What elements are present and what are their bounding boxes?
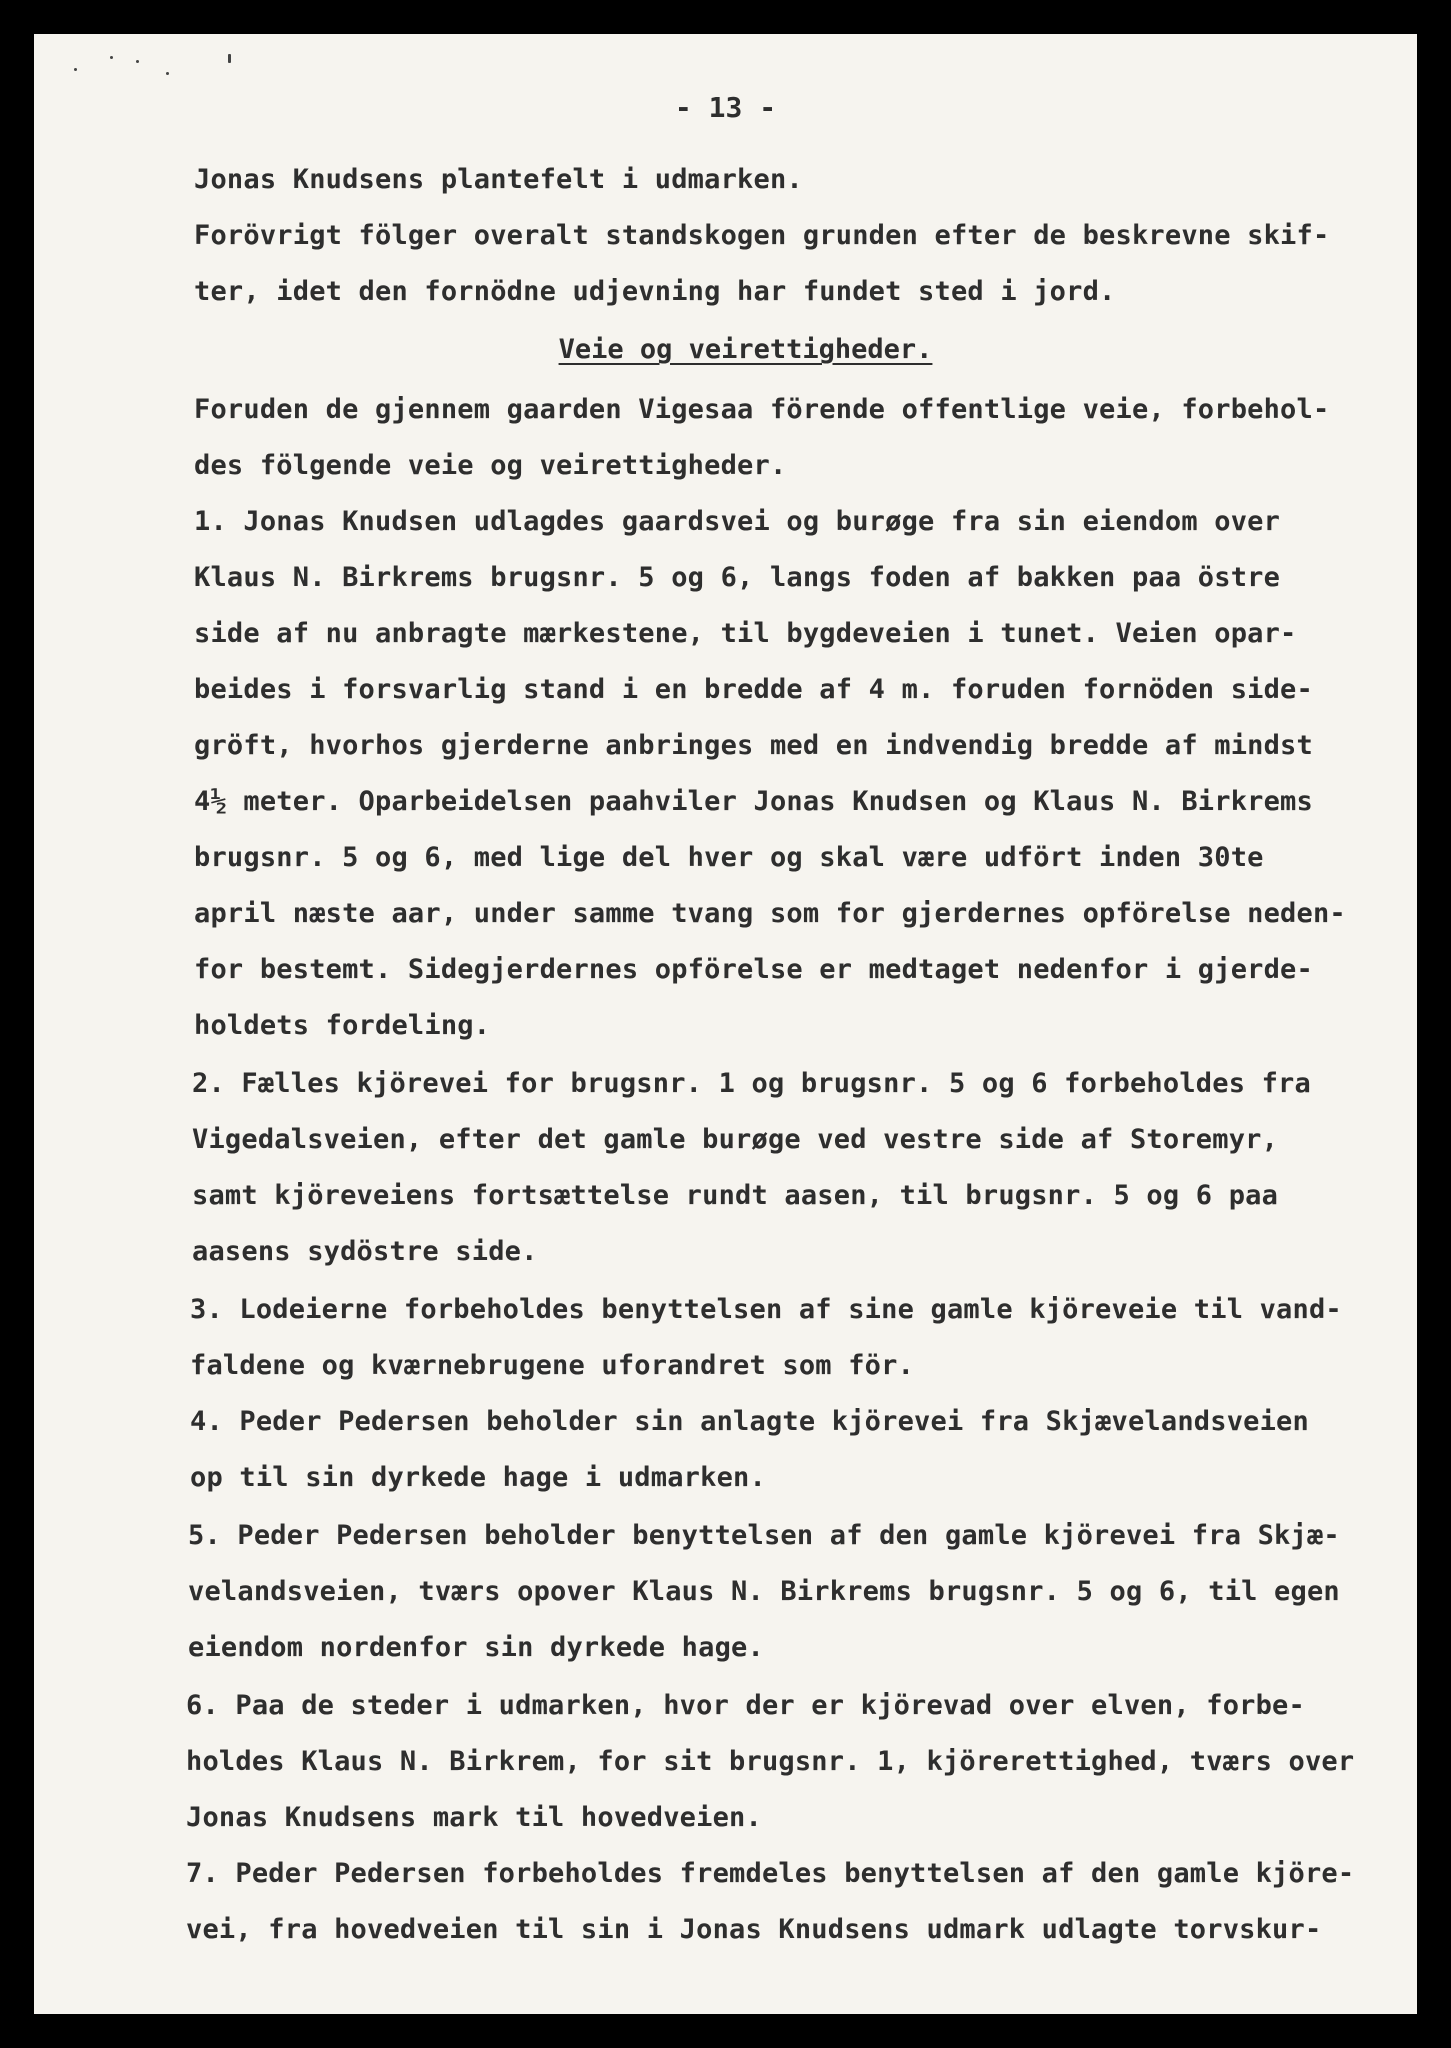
text-line: gröft, hvorhos gjerderne anbringes med en indvendig bredde af mindst <box>194 730 1313 761</box>
section-heading-text: Veie og veirettigheder. <box>558 334 933 365</box>
page-number: - 13 - <box>674 91 777 124</box>
text-line: Jonas Knudsens mark til hovedveien. <box>186 1802 762 1833</box>
text-line: 6. Paa de steder i udmarken, hvor der er kjörevad over elven, forbe- <box>186 1690 1305 1721</box>
text-line: des fölgende veie og veirettigheder. <box>194 450 787 481</box>
text-line: beides i forsvarlig stand i en bredde af 4 m. foruden fornöden side- <box>194 674 1313 705</box>
speck <box>136 60 139 63</box>
text-line: vei, fra hovedveien til sin i Jonas Knudsens udmark udlagte torvskur- <box>186 1914 1322 1945</box>
speck <box>228 54 231 63</box>
text-line: Forövrigt fölger overalt standskogen grunden efter de beskrevne skif- <box>194 220 1330 251</box>
text-line: side af nu anbragte mærkestene, til bygdeveien i tunet. Veien opar- <box>194 618 1297 649</box>
text-line: Vigedalsveien, efter det gamle burøge ved vestre side af Storemyr, <box>192 1124 1279 1155</box>
text-line: 2. Fælles kjörevei for brugsnr. 1 og brugsnr. 5 og 6 forbeholdes fra <box>192 1068 1311 1099</box>
speck <box>110 56 113 59</box>
text-line: 5. Peder Pedersen beholder benyttelsen af den gamle kjörevei fra Skjæ- <box>188 1520 1340 1551</box>
speck <box>74 68 77 71</box>
text-line: samt kjöreveiens fortsættelse rundt aasen, til brugsnr. 5 og 6 paa <box>192 1180 1279 1211</box>
text-line: Jonas Knudsens plantefelt i udmarken. <box>194 164 803 195</box>
section-heading <box>34 330 1417 370</box>
text-line: 4. Peder Pedersen beholder sin anlagte kjörevei fra Skjævelandsveien <box>190 1406 1309 1437</box>
text-line: eiendom nordenfor sin dyrkede hage. <box>188 1632 764 1663</box>
document-page <box>34 34 1417 2014</box>
text-line: holdes Klaus N. Birkrem, for sit brugsnr. 1, kjörerettighed, tværs over <box>186 1746 1355 1777</box>
speck <box>166 72 169 75</box>
text-line: brugsnr. 5 og 6, med lige del hver og skal være udfört inden 30te <box>194 842 1264 873</box>
text-line: 3. Lodeierne forbeholdes benyttelsen af sine gamle kjöreveie til vand- <box>190 1294 1342 1325</box>
text-line: op til sin dyrkede hage i udmarken. <box>190 1462 766 1493</box>
text-line: holdets fordeling. <box>194 1010 491 1041</box>
text-line: april næste aar, under samme tvang som for gjerdernes opförelse neden- <box>194 898 1346 929</box>
text-line: faldene og kværnebrugene uforandret som för. <box>190 1350 915 1381</box>
text-line: velandsveien, tværs opover Klaus N. Birkrems brugsnr. 5 og 6, til egen <box>188 1576 1340 1607</box>
text-line: 4½ meter. Oparbeidelsen paahviler Jonas Knudsen og Klaus N. Birkrems <box>194 786 1313 817</box>
text-line: Foruden de gjennem gaarden Vigesaa förende offentlige veie, forbehol- <box>194 394 1330 425</box>
text-line: for bestemt. Sidegjerdernes opförelse er medtaget nedenfor i gjerde- <box>194 954 1313 985</box>
text-line: Klaus N. Birkrems brugsnr. 5 og 6, langs foden af bakken paa östre <box>194 562 1281 593</box>
text-line: 1. Jonas Knudsen udlagdes gaardsvei og burøge fra sin eiendom over <box>194 506 1281 537</box>
scan-specks <box>74 46 274 86</box>
text-line: ter, idet den fornödne udjevning har fundet sted i jord. <box>194 276 1116 307</box>
text-line: 7. Peder Pedersen forbeholdes fremdeles benyttelsen af den gamle kjöre- <box>186 1858 1355 1889</box>
text-line: aasens sydöstre side. <box>192 1236 538 1267</box>
